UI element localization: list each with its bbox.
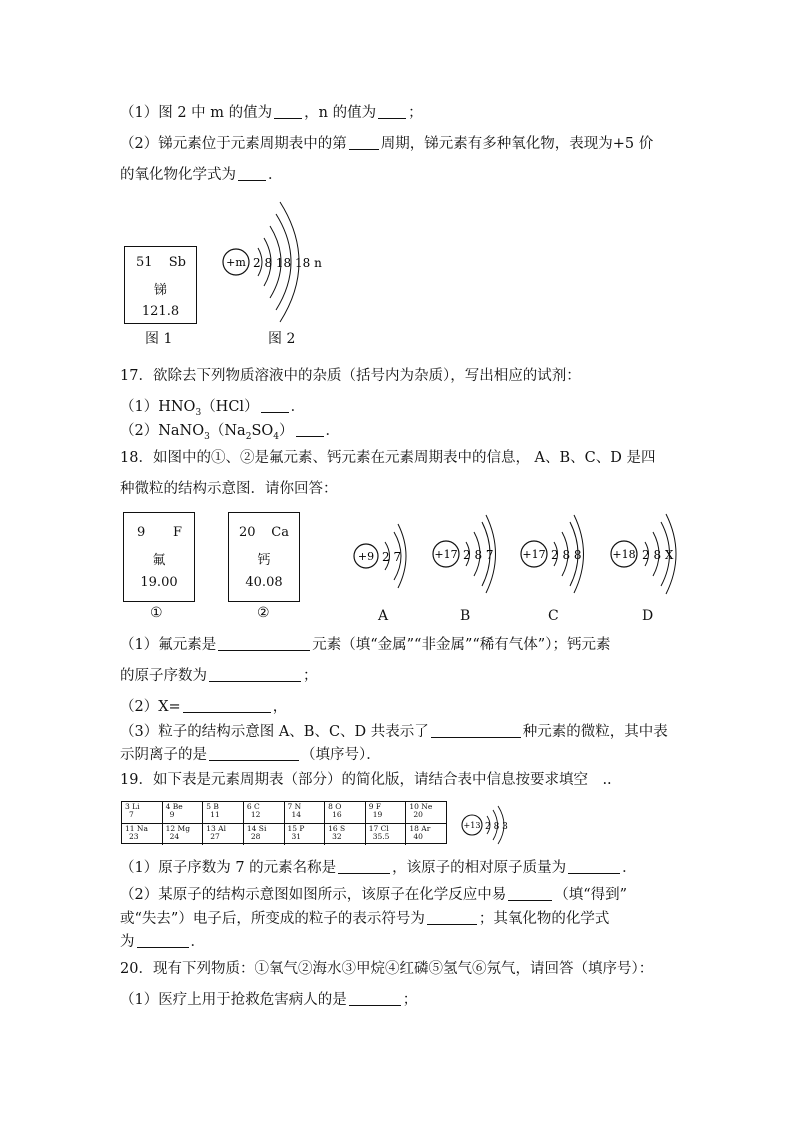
q18-line2: 种微粒的结构示意图．请你回答： [120,481,338,497]
periodic-table-cell [122,802,163,823]
svg-text:2 8 7: 2 8 7 [463,548,494,562]
answer-blank[interactable] [183,698,271,713]
q17-item2: $(2)NaNO_3(Na_2SO_4)$ ． [120,423,341,442]
periodic-table-cell [285,824,326,845]
q19-sub2-line3: 为 ． [120,934,205,950]
cell-label-2: ② [257,605,270,621]
cell-number-symbol: 4 Be [165,802,183,811]
periodic-table-cell [325,802,366,823]
cell-number-symbol: 11 Na [125,824,148,833]
answer-blank[interactable] [568,859,620,874]
svg-text:+17: +17 [522,548,546,561]
cell-mass: 16 [332,810,342,819]
answer-blank[interactable] [238,166,266,181]
answer-blank[interactable] [261,398,289,413]
cell-mass: 12 [250,810,261,819]
answer-blank[interactable] [349,991,401,1006]
cell-number-symbol: 16 S [328,824,346,833]
cell-mass: 7 [129,810,134,819]
cell-number-symbol: 17 Cl [368,824,389,833]
calcium-periodic-cell: 20 Ca 钙 40.08 [228,512,300,602]
periodic-table-cell [203,802,244,823]
answer-blank[interactable] [209,746,299,761]
cell-mass: 20 [413,810,423,819]
q18-line1: 18．如图中的①、②是氟元素、钙元素在元素周期表中的信息， A、B、C、D 是四 [120,450,656,466]
cell-number-symbol: 13 Al [206,824,226,833]
periodic-table-excerpt [121,801,447,844]
cell-mass: 24 [169,832,180,841]
answer-blank[interactable] [349,135,379,150]
answer-blank[interactable] [209,667,301,682]
periodic-table-cell [163,824,204,845]
answer-blank[interactable] [378,104,406,119]
periodic-table-cell [122,824,163,845]
atom-a-diagram [352,518,414,594]
nucleus-charge: +m [226,256,246,269]
answer-blank[interactable] [508,886,552,901]
q19-sub1: （1）原子序数为 7 的元素名称是 ，该原子的相对原子质量为 ． [120,860,637,876]
q19-title: 19．如下表是元素周期表（部分）的简化版，请结合表中信息按要求填空 .. [120,772,612,788]
cell-mass: 27 [210,832,220,841]
periodic-table-cell [244,802,285,823]
cell-mass: 40 [413,832,423,841]
svg-text:2 7: 2 7 [382,550,402,564]
cell-mass: 9 [169,810,175,819]
svg-text:+13: +13 [463,821,481,830]
cell-number-symbol: 18 Ar [409,824,431,833]
q18-sub1: （1）氟元素是 元素（填“金属”“非金属”“稀有气体”）；钙元素 [120,637,611,653]
q17-item1: $(1)HNO_3(HCl)$ ． [120,399,306,418]
periodic-table-cell [406,824,446,845]
atom-b-diagram [430,512,506,598]
periodic-table-cell [325,824,366,845]
periodic-table-cell [285,802,326,823]
sb-periodic-cell: 51 Sb 锑 121.8 [124,246,197,324]
cell-mass: 11 [210,810,220,819]
cell-mass: 28 [250,832,261,841]
q18-sub2: （2）X= ， [120,699,288,715]
answer-blank[interactable] [338,859,390,874]
periodic-row-3 [122,824,446,845]
atom-d-diagram [608,510,688,598]
q17-title: 17．欲除去下列物质溶液中的杂质（括号内为杂质），写出相应的试剂： [120,368,581,384]
q16-sub2: （2）锑元素位于元素周期表中的第 周期，锑元素有多种氧化物，表现为+5 价 [120,136,654,152]
answer-blank[interactable] [431,723,521,738]
q18-sub1-line2: 的原子序数为 ； [120,668,318,684]
shell-electrons: 2 8 18 18 n [253,256,322,270]
periodic-table-cell [366,802,407,823]
answer-blank[interactable] [137,933,189,948]
cell-number-symbol: 14 Si [246,824,267,833]
q20-sub1: （1）医疗上用于抢救危害病人的是 ； [120,992,418,1008]
q20-title: 20．现有下列物质：①氧气②海水③甲烷④红磷⑤氢气⑥氖气，请回答（填序号）： [120,961,654,977]
svg-text:2 8 X: 2 8 X [642,548,674,562]
periodic-table-cell [406,802,446,823]
al-atom-diagram [458,804,514,846]
cell-number-symbol: 6 C [246,802,260,811]
cell-number-symbol: 5 B [206,802,219,811]
periodic-table-cell [203,824,244,845]
answer-blank[interactable] [296,422,324,437]
cell-mass: 23 [129,832,139,841]
svg-text:+18: +18 [612,548,636,561]
fig2-caption: 图 2 [268,331,296,347]
answer-blank[interactable] [218,636,310,651]
periodic-table-cell [244,824,285,845]
atom-label-b: B [460,608,471,624]
answer-blank[interactable] [274,104,302,119]
atom-label-d: D [642,608,654,624]
q19-sub2-line2: 或“失去”）电子后，所变成的粒子的表示符号为 ；其氧化物的化学式 [120,911,610,927]
fig1-caption: 图 1 [145,331,173,347]
answer-blank[interactable] [427,910,477,925]
periodic-table-cell [163,802,204,823]
cell-number-symbol: 10 Ne [409,802,433,811]
q18-sub3: （3）粒子的结构示意图 A、B、C、D 共表示了 种元素的微粒，其中表 [120,724,668,740]
cell-mass: 32 [332,832,342,841]
cell-number-symbol: 9 F [368,802,382,811]
cell-number-symbol: 12 Mg [165,824,191,833]
svg-text:2 8 3: 2 8 3 [485,822,508,832]
q16-sub1: （1）图 2 中 m 的值为 ，n 的值为 ； [120,105,423,121]
svg-text:+9: +9 [357,550,375,563]
svg-text:2 8 8: 2 8 8 [551,548,582,562]
cell-mass: 19 [372,810,383,819]
periodic-table-cell [366,824,407,845]
periodic-row-2 [122,802,446,824]
svg-text:+17: +17 [434,548,458,561]
cell-number-symbol: 15 P [287,824,305,833]
q18-sub3-line2: 示阴离子的是 （填序号）． [120,747,381,763]
atom-label-a: A [378,608,389,624]
cell-number-symbol: 8 O [328,802,342,811]
cell-label-1: ① [150,605,163,621]
fluorine-periodic-cell: 9 F 氟 19.00 [123,512,195,602]
cell-number-symbol: 7 N [287,802,302,811]
q16-sub2-line2: 的氧化物化学式为 ． [120,167,283,183]
atom-label-c: C [548,608,559,624]
cell-mass: 14 [291,810,302,819]
q19-sub2: （2）某原子的结构示意图如图所示，该原子在化学反应中易 （填“得到” [120,887,628,903]
sb-atom-diagram [218,196,328,328]
cell-number-symbol: 3 Li [125,802,140,811]
cell-mass: 31 [291,832,302,841]
atom-c-diagram [518,512,594,598]
cell-mass: 35.5 [372,832,390,841]
